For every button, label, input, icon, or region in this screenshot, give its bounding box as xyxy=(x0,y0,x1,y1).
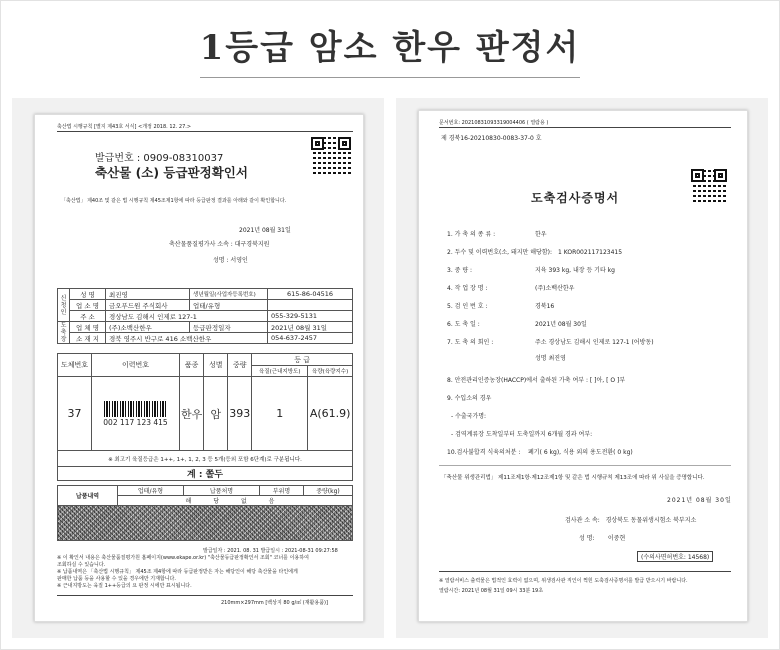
applicant-info-table xyxy=(57,288,353,344)
footer-rule xyxy=(57,595,353,596)
row-label-date: 6. 도 축 일 : xyxy=(447,321,480,328)
view-time: 열람시간: 2021년 08월 31일 09시 33분 19초 xyxy=(439,588,544,594)
grade-certificate-paper xyxy=(34,114,364,622)
row-value-date: 2021년 08월 30일 xyxy=(535,321,587,328)
note-4: 판매한 납품 등을 사용할 수 있을 경우에만 기재합니다. xyxy=(57,576,176,582)
disposal-value: 폐기( 6 kg), 식용 외의 용도전환( 0 kg) xyxy=(527,449,633,456)
header-rule xyxy=(439,127,731,128)
note-2: 조회하실 수 있습니다. xyxy=(57,562,106,568)
security-pattern xyxy=(57,505,353,541)
delivery-section-label: 납품내역 xyxy=(58,486,118,506)
delivery-weight-header: 중량(kg) xyxy=(304,486,353,496)
meat-grade-header: 육질(근내지방도) xyxy=(252,366,308,377)
applicant-phone: 055-329-5131 xyxy=(268,311,353,322)
judge-date: 2021년 08월 31일 xyxy=(268,322,353,333)
inspection-certificate-paper xyxy=(418,110,748,622)
plant-side-label: 도축장 xyxy=(58,322,70,344)
certificate-title: 축산물 (소) 등급판정확인서 xyxy=(95,165,248,180)
plant-name: (주)소백산한우 xyxy=(106,322,190,333)
applicant-name: 최진영 xyxy=(106,289,190,300)
yield-grade-header: 육량(육량지수) xyxy=(308,366,353,377)
issue-date: 2021년 08월 30일 xyxy=(667,497,732,504)
weight-header: 중량 xyxy=(228,354,252,377)
note-3: ※ 납품내역은 「축산법 시행규칙」 제45조 제4항에 따라 등급판정받은 자는 해당인이 해당 축산물을 타인에게 xyxy=(57,569,298,575)
row-label-stamp: 5. 검 인 번 호 : xyxy=(447,303,488,310)
inspector-name-label: 성 명: xyxy=(579,535,595,542)
grader-name: 성명 : 서영인 xyxy=(213,257,248,264)
business-type xyxy=(268,300,353,311)
delivery-type-header: 업태/유형 xyxy=(118,486,184,496)
sex-header: 성별 xyxy=(204,354,228,377)
paper-size: 210mm×297mm [백상지 80 g/㎡ (재활용품)] xyxy=(221,600,328,606)
form-header: 축산법 시행규칙 [별지 제43호 서식] <개정 2018. 12. 27.> xyxy=(57,124,192,130)
inspection-certificate-panel xyxy=(396,98,768,638)
export-country: - 수출국가명: xyxy=(451,413,487,420)
total-label: 계 : 쫄두 xyxy=(58,467,353,481)
grade-result-table xyxy=(57,353,353,481)
law-note: 「축산물 위생관리법」 제11조제1항·제12조제1항 및 같은 법 시행규칙 제13조에 따라 위 사실을 증명합니다. xyxy=(441,475,705,481)
notes-block xyxy=(57,555,309,590)
inspection-title: 도축검사증명서 xyxy=(531,191,620,205)
row-value-weight: 지육 393 kg, 내장 등 기타 kg xyxy=(535,267,615,274)
delivery-part-header: 부위명 xyxy=(260,486,304,496)
plant-phone: 054-637-2457 xyxy=(268,333,353,344)
footer-note: ※ 열람서비스 출력물은 법적인 효력이 없으며, 위생검사관 직인이 찍힌 도축검사증명서를 발급 받으시기 바랍니다. xyxy=(439,578,688,584)
vet-license: (수의사면허번호: 14568) xyxy=(637,551,713,562)
import-section: 9. 수입소의 경우 xyxy=(447,395,492,402)
meat-grade-value: 1 xyxy=(252,377,308,451)
certificate-number: 제 경북16-20210830-0083-37-0 호 xyxy=(441,135,542,142)
grade-certificate-panel xyxy=(12,98,384,638)
plant-address: 경북 영주시 반구로 416 소백산한우 xyxy=(106,333,268,344)
row-label-trace: 2. 두수 및 이력번호(소, 돼지만 해당함): xyxy=(447,249,553,256)
issued-at: 발급일자 : 2021. 08. 31 발급일시 : 2021-08-31 09:27:58 xyxy=(203,548,338,554)
row-value-workplace: (주)소백산한우 xyxy=(535,285,575,292)
row-label-requester: 7. 도 축 의 회인 : xyxy=(447,339,494,346)
row-label-workplace: 4. 작 업 장 명 : xyxy=(447,285,488,292)
slaughter-no-header: 도체번호 xyxy=(58,354,92,377)
header-rule xyxy=(57,131,353,132)
slaughter-no: 37 xyxy=(58,377,92,451)
address-label: 주 소 xyxy=(70,311,106,322)
yield-grade-value: A(61.9) xyxy=(308,377,353,451)
judge-date-label: 등급판정일자 xyxy=(190,322,268,333)
row-value-species: 한우 xyxy=(535,231,547,238)
applicant-side-label: 신청인 xyxy=(58,289,70,322)
inspector-office: 경상북도 동물위생시험소 북부지소 xyxy=(605,517,697,524)
plant-address-label: 소 재 지 xyxy=(70,333,106,344)
delivery-table xyxy=(57,485,353,506)
grader-institute: 축산물품질평가사 소속 : 대구경북지원 xyxy=(169,241,270,248)
breed-value: 한우 xyxy=(180,377,204,451)
disposal-label: 10.검사불합격 식육의처분 : xyxy=(447,449,521,456)
row-value-stamp: 경북16 xyxy=(535,303,555,310)
row-label-species: 1. 가 축 의 종 류 : xyxy=(447,231,496,238)
applicant-address: 경상남도 김해시 인제로 127-1 xyxy=(106,311,268,322)
document-number: 문서번호: 20210831093319004406 ( 열람용 ) xyxy=(439,120,549,126)
issue-number: 발급번호 : 0909-08310037 xyxy=(95,153,224,164)
section-rule xyxy=(439,465,731,466)
certificate-intro: 「축산법」 제40조 및 같은 법 시행규칙 제45조제1항에 따라 등급판정 결과를 아래와 같이 확인합니다. xyxy=(61,198,287,204)
qr-code-icon xyxy=(311,137,351,177)
business-number: 615-86-04516 xyxy=(268,289,353,300)
qr-code-icon xyxy=(691,169,727,205)
delivery-none: 해 당 없 음 xyxy=(118,496,353,506)
business-type-label: 업태/유형 xyxy=(190,300,268,311)
footer-rule xyxy=(439,571,731,572)
breed-header: 품종 xyxy=(180,354,204,377)
haccp-line: 8. 안전관리인증농장(HACCP)에서 출하된 가축 여부 : [ ]아, [ O ]부 xyxy=(447,377,626,384)
page-title: 1등급 암소 한우 판정서 xyxy=(199,28,581,68)
quarantine-line: - 검역계류장 도착일부터 도축일까지 6개월 경과 여부: xyxy=(451,431,593,438)
birth-label: 생년월일(사업자등록번호) xyxy=(190,289,268,300)
grade-note: ※ 최고기 육질등급은 1++, 1+, 1, 2, 3 등 5개(등외 포함 6단계)로 구분됩니다. xyxy=(58,451,353,467)
title-divider xyxy=(200,77,580,78)
trace-number: 002 117 123 415 xyxy=(103,417,168,427)
trace-no-header: 이력번호 xyxy=(92,354,180,377)
grade-header: 등 급 xyxy=(252,354,353,366)
delivery-dest-header: 납품처명 xyxy=(184,486,260,496)
note-5: ※ 근내지방도는 육질 1++등급의 요 판정 시에만 표시됩니다. xyxy=(57,583,192,589)
barcode-icon xyxy=(104,401,168,417)
requester-name: 성명 최진영 xyxy=(535,355,566,362)
inspector-name: 이중현 xyxy=(607,535,626,542)
name-label: 성 명 xyxy=(70,289,106,300)
company-label: 업 소 명 xyxy=(70,300,106,311)
company-name: 금오푸드원 주식회사 xyxy=(106,300,190,311)
row-value-requester: 주소 경상남도 김해시 인제로 127-1 (어방동) xyxy=(535,339,654,346)
sex-value: 암 xyxy=(204,377,228,451)
certificate-date: 2021년 08월 31일 xyxy=(239,227,291,234)
row-value-trace: 1 KOR002117123415 xyxy=(558,249,623,256)
note-1: ※ 이 확인서 내용은 축산물품질평가원 홈페이지(www.ekape.or.kr) "축산물등급판정확인서 조회" 코너를 이용하여 xyxy=(57,555,309,561)
plant-label: 업 체 명 xyxy=(70,322,106,333)
inspector-office-label: 검사관 소 속: xyxy=(565,517,600,524)
row-label-weight: 3. 중 량 : xyxy=(447,267,473,274)
weight-value: 393 xyxy=(228,377,252,451)
